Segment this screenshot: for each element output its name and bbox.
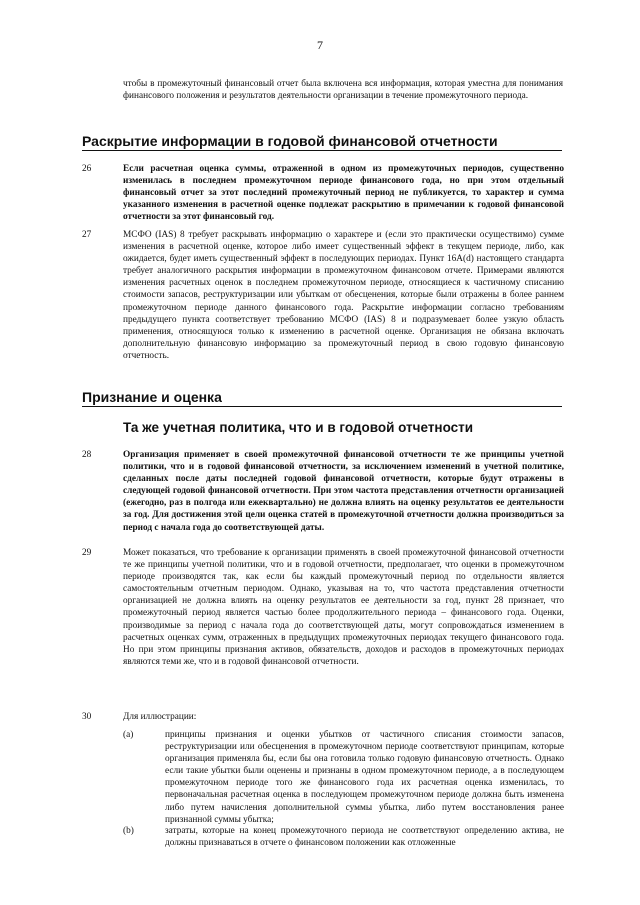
paragraph-text: Организация применяет в своей промежуточной финансовой отчетности те же принципы учетной политики, что и в годовой финансовой отчетности, за исключением изменений в учетной политике, сделанных после даты последней годовой финансовой отчетности, которые будут отражены в следующей годовой финансовой отчетности. При этом частота представления отчетности организацией (ежегодно, раз в полгода или ежеквартально) не должна влиять на оценку результатов ее деятельности за год. Для достижения этой цели оценка статей в промежуточной отчетности должна производиться за период с начала года до соответствующей даты. (123, 450, 564, 533)
paragraph-text: МСФО (IAS) 8 требует раскрывать информацию о характере и (если это практически осуществимо) сумме изменения в расчетной оценке, которое либо имеет существенный эффект в текущем периоде, либо, как ожидается, будет иметь существенный эффект в последующих периодах. Пункт 16А(d) настоящего стандарта требует аналогичного раскрытия информации в промежуточном финансовом отчете. Примерами являются изменения расчетных оценок в последнем промежуточном периоде, относящиеся к частичному списанию стоимости запасов, реструктуризации или убыткам от обесценения, которые были отражены в более раннем промежуточном периоде данного финансового года. Раскрытие информации согласно требованиям предыдущего пункта соответствует требованию МСФО (IAS) 8 и подразумевает более узкую область применения, относящуюся только к изменению в расчетной оценке. Организация не обязана включать дополнительную финансовую информацию за промежуточный период в свою годовую финансовую отчетность. (123, 230, 564, 361)
section-heading-disclosure: Раскрытие информации в годовой финансовой отчетности (82, 133, 562, 151)
intro-paragraph: чтобы в промежуточный финансовый отчет была включена вся информация, которая уместна для понимания финансового положения и результатов деятельности организации в течение промежуточного периода. (123, 79, 563, 101)
paragraph-number: 30 (82, 712, 92, 722)
list-item-text: принципы признания и оценки убытков от частичного списания стоимости запасов, реструктуризации или обесценения в промежуточном периоде соответствуют принципам, которые организация применяла бы, если бы она готовила только годовую финансовую отчетность. Однако если такие убытки были оценены и признаны в одном промежуточном периоде, а в последующем промежуточном периоде того же финансового года их расчетная оценка изменилась, то первоначальная расчетная оценка в последующем промежуточном периоде должна быть изменена либо путем начисления дополнительной суммы убытка, либо путем восстановления ранее признанной суммы убытка; (165, 730, 564, 825)
list-item-text: затраты, которые на конец промежуточного периода не соответствуют определению актива, не должны признаваться в отчете о финансовом положении как отложенные (165, 826, 564, 849)
paragraph-number: 29 (82, 548, 92, 558)
paragraph-number: 26 (82, 164, 92, 174)
paragraph-26 (82, 163, 564, 223)
list-item-label: (a) (123, 730, 134, 740)
paragraph-number: 27 (82, 230, 92, 240)
sub-heading-same-policy: Та же учетная политика, что и в годовой отчетности (123, 420, 474, 435)
paragraph-number: 28 (82, 450, 92, 460)
list-item-a (123, 729, 564, 826)
section-heading-recognition: Признание и оценка (82, 389, 562, 407)
paragraph-27 (82, 229, 564, 362)
paragraph-29 (82, 547, 564, 668)
list-item-label: (b) (123, 826, 134, 836)
paragraph-text: Для иллюстрации: (123, 712, 197, 722)
paragraph-text: Может показаться, что требование к организации применять в своей промежуточной финансовой отчетности те же принципы учетной политики, что и в годовой отчетности, предполагает, что оценки в промежуточном периоде производятся так, как если бы каждый промежуточный период по отдельности является самостоятельным отчетным периодом. Однако, указывая на то, что частота представления отчетности организацией не должна влиять на оценку результатов ее деятельности за год, пункт 28 признает, что промежуточный период является частью более продолжительного периода – финансового года. Оценки, производимые за период с начала года до соответствующей даты, могут сопровождаться изменением в расчетных оценках сумм, отраженных в предыдущих промежуточных периодах текущего финансового года. Но при этом принципы признания активов, обязательств, доходов и расходов в промежуточных периодах являются теми же, что и в годовой финансовой отчетности. (123, 548, 564, 667)
paragraph-30 (82, 711, 564, 723)
paragraph-text: Если расчетная оценка суммы, отраженной в одном из промежуточных периодов, существенно изменилась в последнем промежуточном периоде финансового года, но при этом отдельный финансовый отчет за этот последний промежуточный период не публикуется, то характер и сумма указанного изменения в расчетной оценке подлежат раскрытию в примечании к годовой финансовой отчетности за этот финансовый год. (123, 164, 564, 223)
list-item-b (123, 825, 564, 849)
page-number: 7 (317, 38, 323, 52)
paragraph-28 (82, 449, 564, 534)
